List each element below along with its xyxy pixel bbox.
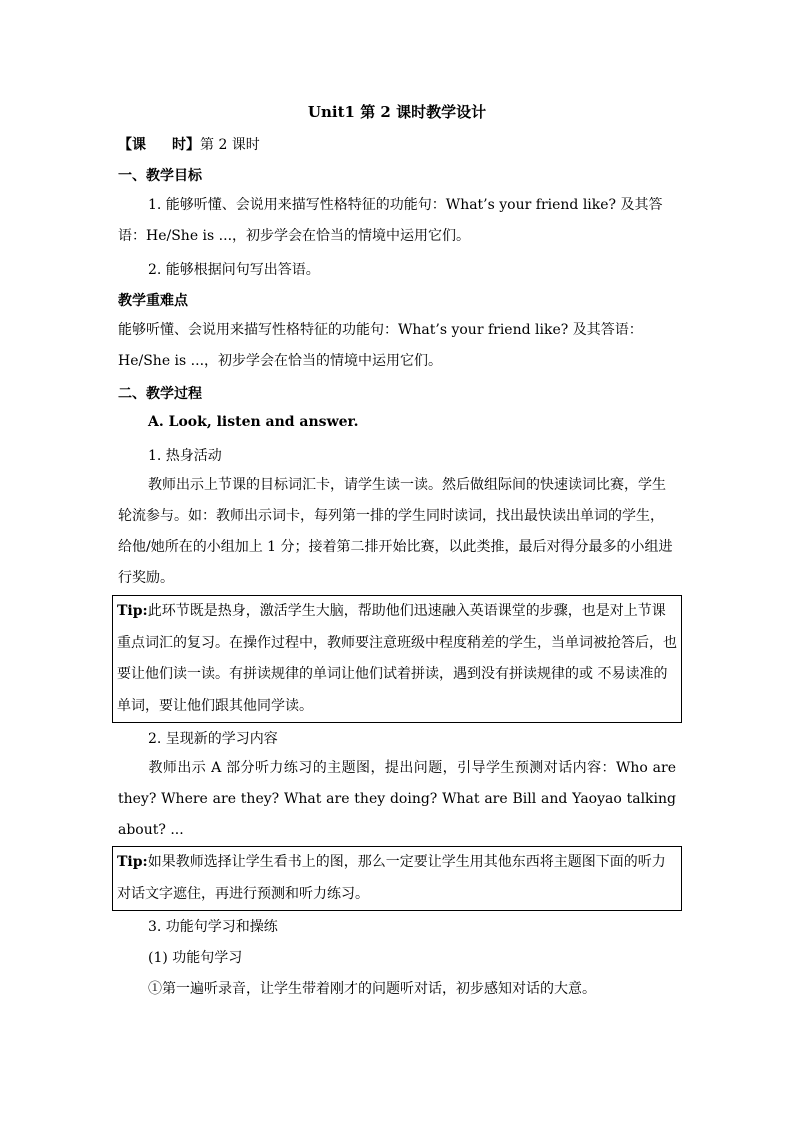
key-heading: 教学重难点	[118, 293, 188, 309]
step3-1-heading: (1) 功能句学习	[148, 950, 243, 966]
section1-heading: 一、教学目标	[118, 168, 202, 184]
section1-item1-text: 1. 能够听懂、会说用来描写性格特征的功能句：What’s your friend like? 及其答语：He/She is ...，初步学会在恰当的情境中运用它们。	[118, 197, 663, 244]
section1-item2: 2. 能够根据问句写出答语。	[148, 262, 320, 278]
tip-box-1	[112, 595, 682, 723]
step2-text-body: 教师出示 A 部分听力练习的主题图，提出问题，引导学生预测对话内容：Who are they? Where are they? What are they doing? What are Bill and Yaoyao talking about? ...	[118, 760, 676, 838]
tip1-label: Tip:	[117, 603, 148, 619]
lesson-value: 第 2 课时	[200, 137, 260, 153]
section2-heading: 二、教学过程	[118, 386, 202, 402]
step1-text-body: 教师出示上节课的目标词汇卡，请学生读一读。然后做组际间的快速读词比赛，学生轮流参与。如：教师出示词卡，每列第一排的学生同时读词，找出最快读出单词的学生，给他/她所在的小组加上 1 分；接着第二排开始比赛，以此类推，最后对得分最多的小组进行奖励。	[118, 477, 673, 586]
tip2-text: 如果教师选择让学生看书上的图，那么一定要让学生用其他东西将主题图下面的听力对话文字遮住，再进行预测和听力练习。	[117, 854, 666, 902]
tip2-label: Tip:	[117, 854, 148, 870]
step3-heading: 3. 功能句学习和操练	[148, 919, 278, 935]
step1-text	[118, 470, 676, 594]
lesson-label-a: 【课	[118, 137, 146, 153]
tip1-text: 此环节既是热身，激活学生大脑，帮助他们迅速融入英语课堂的步骤，也是对上节课重点词汇的复习。在操作过程中，教师要注意班级中程度稍差的学生，当单词被抢答后，也要让他们读一读。有拼读规律的单词让他们试着拼读，遇到没有拼读规律的或 不易读准的单词，要让他们跟其他同学读。	[117, 603, 677, 714]
key-text: 能够听懂、会说用来描写性格特征的功能句：What’s your friend like? 及其答语：He/She is ...，初步学会在恰当的情境中运用它们。	[118, 322, 643, 369]
step3-1-text: ①第一遍听录音，让学生带着刚才的问题听对话，初步感知对话的大意。	[148, 981, 596, 997]
sub-a-heading: A. Look, listen and answer.	[148, 414, 359, 430]
step2-text	[118, 753, 676, 846]
section1-item1	[118, 190, 676, 252]
lesson-label-b: 时】	[172, 137, 200, 153]
step1-heading: 1. 热身活动	[148, 448, 222, 464]
tip-box-2	[112, 846, 682, 911]
step2-heading: 2. 呈现新的学习内容	[148, 731, 278, 747]
lesson-line	[118, 134, 260, 154]
document-title: Unit1 第 2 课时教学设计	[307, 103, 487, 121]
